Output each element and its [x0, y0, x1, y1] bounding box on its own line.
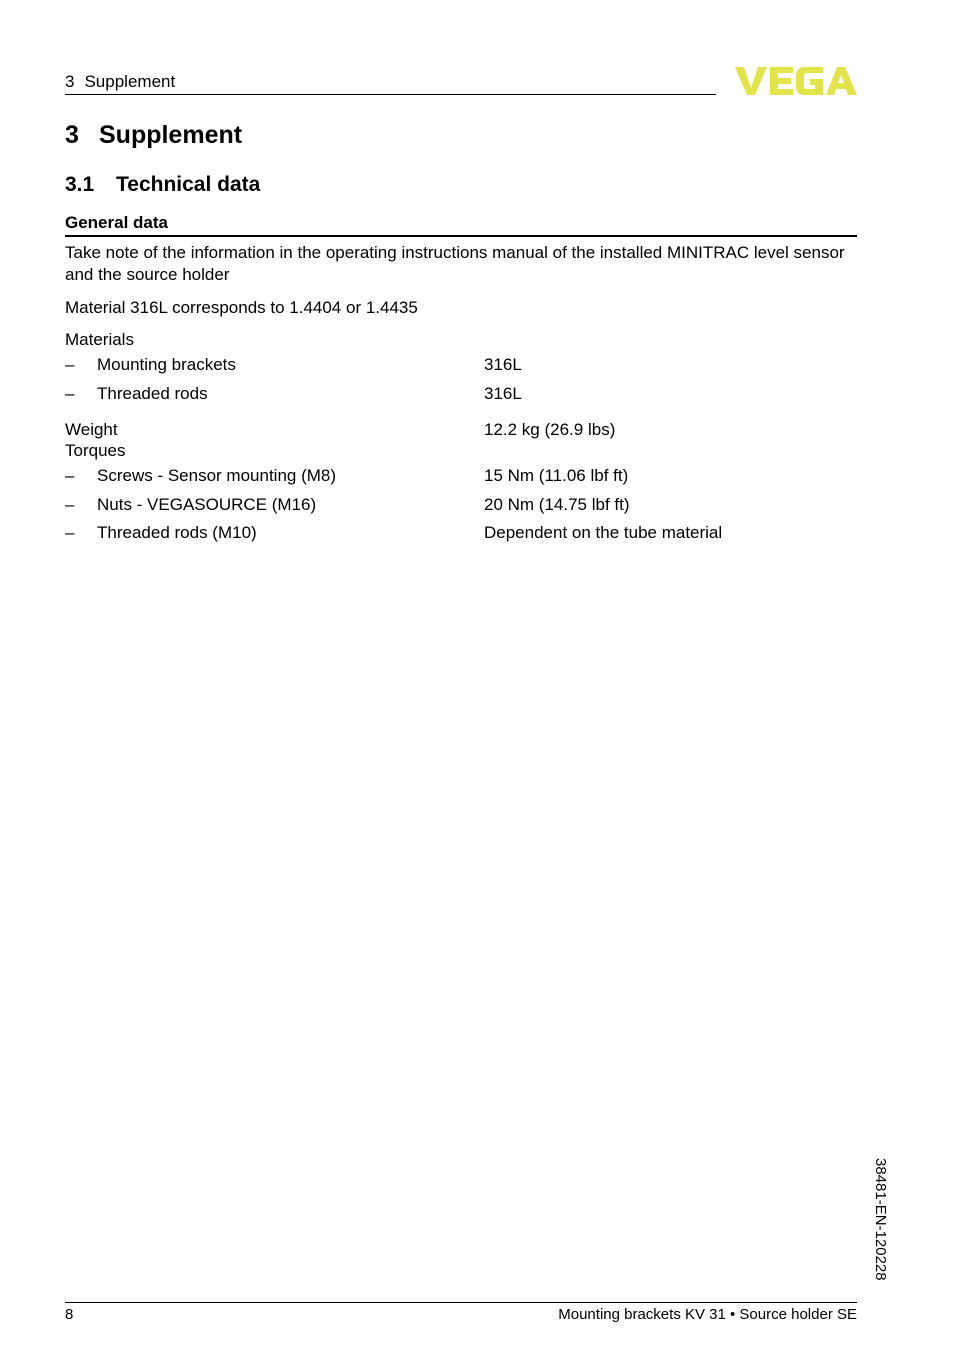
heading-general-data: General data: [65, 213, 168, 232]
vega-logo: [735, 64, 857, 98]
running-header-title: Supplement: [84, 72, 176, 91]
weight-label: Weight: [65, 420, 118, 439]
list-dash: –: [65, 466, 75, 485]
header-rule: [65, 94, 716, 95]
list-dash: –: [65, 384, 75, 403]
materials-item-name: Mounting brackets: [97, 355, 236, 374]
footer-rule: [65, 1302, 857, 1303]
materials-item-value: 316L: [484, 384, 522, 403]
list-dash: –: [65, 495, 75, 514]
material-note: Material 316L corresponds to 1.4404 or 1.4435: [65, 298, 418, 317]
weight-value: 12.2 kg (26.9 lbs): [484, 420, 616, 439]
section-rule: [65, 235, 857, 237]
torques-item-name: Threaded rods (M10): [97, 523, 257, 542]
running-header: [65, 72, 175, 92]
footer-document-title: Mounting brackets KV 31 • Source holder SE: [558, 1306, 857, 1323]
heading1-number: 3: [65, 121, 79, 149]
heading2-title: Technical data: [116, 173, 261, 196]
heading-technical-data: [65, 173, 260, 197]
heading2-number: 3.1: [65, 173, 95, 196]
torques-item-value: 15 Nm (11.06 lbf ft): [484, 466, 629, 485]
intro-paragraph: Take note of the information in the operating instructions manual of the installed MINITRAC level sensor and the source holder: [65, 243, 845, 284]
materials-item-name: Threaded rods: [97, 384, 208, 403]
torques-item-name: Screws - Sensor mounting (M8): [97, 466, 337, 485]
list-dash: –: [65, 355, 75, 374]
list-dash: –: [65, 523, 75, 542]
torques-label: Torques: [65, 441, 126, 460]
heading1-title: Supplement: [99, 121, 243, 149]
document-code: 38481-EN-120228: [872, 1158, 889, 1281]
torques-item-value: Dependent on the tube material: [484, 523, 723, 542]
materials-item-value: 316L: [484, 355, 522, 374]
torques-item-name: Nuts - VEGASOURCE (M16): [97, 495, 317, 514]
running-header-number: 3: [65, 72, 75, 91]
page-number: 8: [65, 1306, 74, 1323]
heading-supplement: [65, 121, 242, 150]
materials-label: Materials: [65, 330, 134, 349]
torques-item-value: 20 Nm (14.75 lbf ft): [484, 495, 630, 514]
